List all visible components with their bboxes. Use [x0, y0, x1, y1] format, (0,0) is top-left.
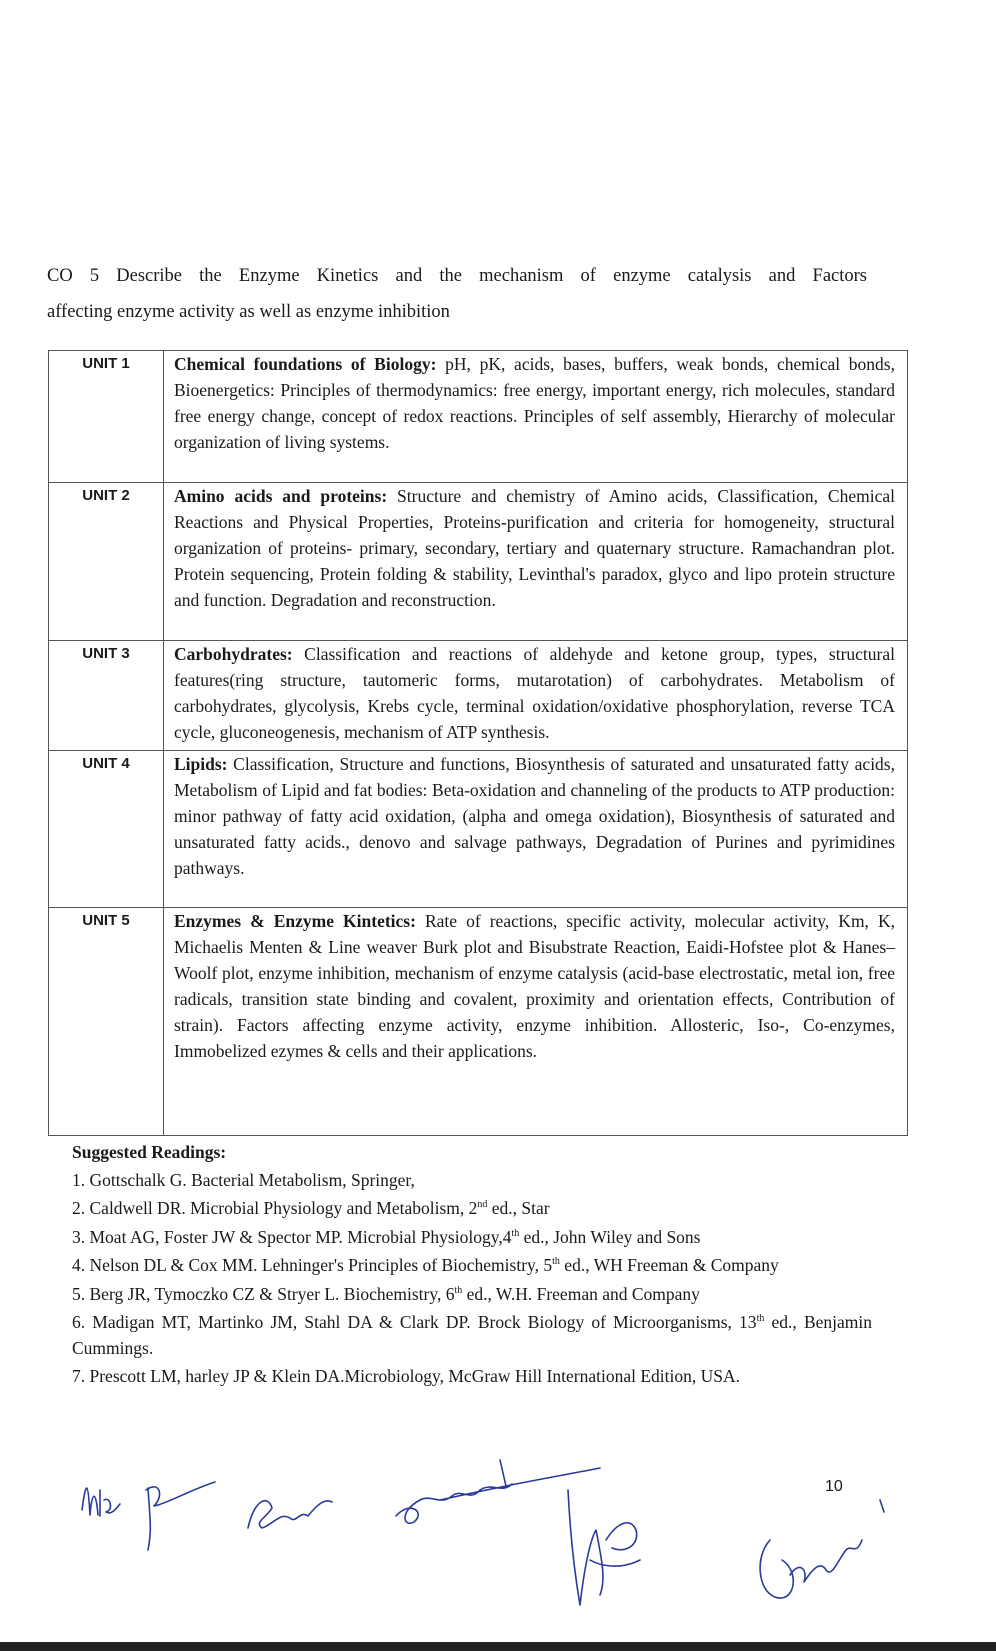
page-number: 10 — [825, 1478, 843, 1495]
unit-description: Classification, Structure and functions, Biosynthesis of saturated and unsaturated fatty acids, Metabolism of Lipid and fat bodies: Beta-oxidation and channeling of the products to ATP production: minor pathway of fatty acid oxidation, (alpha and omega oxidation), Biosynthesis of saturated and unsaturated fatty acids., denovo and salvage pathways, Degradation of Purines and pyrimidines pathways. — [174, 754, 895, 878]
reading-item — [72, 1253, 872, 1279]
unit-content — [164, 351, 908, 483]
reading-item — [72, 1310, 872, 1361]
unit-label: UNIT 3 — [49, 641, 164, 751]
scan-edge — [0, 1642, 996, 1651]
unit-description: Rate of reactions, specific activity, molecular activity, Km, K, Michaelis Menten & Line weaver Burk plot and Bisubstrate Reaction, Eaidi-Hofstee plot & Hanes–Woolf plot, enzyme inhibition, mechanism of enzyme catalysis (acid-base electrostatic, metal ion, free radicals, transition state binding and covalent, proximity and orientation effects, Contribution of strain). Factors affecting enzyme activity, enzyme inhibition. Allosteric, Iso-, Co-enzymes, Immobelized ezymes & cells and their applications. — [174, 911, 895, 1061]
unit-title: Lipids: — [174, 754, 228, 774]
unit-label: UNIT 5 — [49, 908, 164, 1136]
unit-label: UNIT 4 — [49, 751, 164, 908]
unit-content — [164, 483, 908, 641]
reading-text: 2. Caldwell DR. Microbial Physiology and Metabolism, 2 — [72, 1198, 478, 1218]
reading-text-end: ed., Benjamin Cummings. — [72, 1312, 873, 1358]
reading-item — [72, 1225, 872, 1251]
readings-heading: Suggested Readings: — [72, 1142, 227, 1162]
unit-title: Chemical foundations of Biology: — [174, 354, 437, 374]
reading-superscript: nd — [477, 1199, 488, 1211]
reading-text: 7. Prescott LM, harley JP & Klein DA.Microbiology, McGraw Hill International Edition, USA. — [72, 1366, 740, 1386]
unit-description: Classification and reactions of aldehyde and ketone group, types, structural features(ring structure, tautomeric forms, mutarotation) of carbohydrates. Metabolism of carbohydrates, glycolysis, Krebs cycle, terminal oxidation/oxidative phosphorylation, reverse TCA cycle, gluconeogenesis, mechanism of ATP synthesis. — [174, 644, 895, 742]
signature-6 — [760, 1500, 884, 1598]
reading-text: 3. Moat AG, Foster JW & Spector MP. Microbial Physiology,4 — [72, 1226, 512, 1247]
unit-description: pH, pK, acids, bases, buffers, weak bonds, chemical bonds, Bioenergetics: Principles of thermodynamics: free energy, important energy, rich molecules, standard free energy change, concept of redox reactions. Principles of self assembly, Hierarchy of molecular organization of living systems. — [174, 354, 895, 452]
unit-content — [164, 908, 908, 1136]
reading-text: 1. Gottschalk G. Bacterial Metabolism, Springer, — [72, 1169, 415, 1190]
course-outcome-line-1: CO 5 Describe the Enzyme Kinetics and the mechanism of enzyme catalysis and Factors — [47, 266, 867, 286]
reading-superscript: th — [511, 1227, 520, 1239]
units-table — [48, 350, 908, 1136]
reading-text-end: ed., John Wiley and Sons — [519, 1226, 701, 1247]
unit-label: UNIT 2 — [49, 483, 164, 641]
unit-row — [49, 908, 908, 1136]
reading-text-end: ed., WH Freeman & Company — [559, 1255, 779, 1275]
unit-row — [49, 351, 908, 483]
unit-row — [49, 751, 908, 908]
reading-item — [72, 1196, 872, 1222]
signature-3 — [248, 1501, 332, 1528]
reading-text-end: ed., W.H. Freeman and Company — [462, 1283, 700, 1304]
reading-superscript: th — [454, 1284, 463, 1296]
unit-description: Structure and chemistry of Amino acids, Classification, Chemical Reactions and Physical Properties, Proteins-purification and criteria for homogeneity, structural organization of proteins- primary, secondary, tertiary and quaternary structure. Ramachandran plot. Protein sequencing, Protein folding & stability, Levinthal's paradox, glyco and lipo protein structure and function. Degradation and reconstruction. — [174, 486, 895, 610]
reading-text: 6. Madigan MT, Martinko JM, Stahl DA & Clark DP. Brock Biology of Microorganisms, 13 — [72, 1312, 757, 1332]
signature-1 — [82, 1488, 120, 1516]
unit-content — [164, 641, 908, 751]
unit-label: UNIT 1 — [49, 351, 164, 483]
reading-text: 4. Nelson DL & Cox MM. Lehninger's Principles of Biochemistry, 5 — [72, 1255, 553, 1275]
reading-superscript: th — [552, 1256, 560, 1268]
unit-content — [164, 751, 908, 908]
reading-superscript: th — [756, 1313, 765, 1325]
reading-item — [72, 1282, 872, 1308]
unit-title: Amino acids and proteins: — [174, 486, 388, 506]
reading-text: 5. Berg JR, Tymoczko CZ & Stryer L. Biochemistry, 6 — [72, 1283, 455, 1304]
unit-row — [49, 483, 908, 641]
signature-5 — [568, 1490, 640, 1605]
unit-title: Enzymes & Enzyme Kintetics: — [174, 911, 416, 931]
reading-item — [72, 1168, 872, 1194]
suggested-readings — [72, 1140, 872, 1393]
unit-row — [49, 641, 908, 751]
course-outcome-line-2: affecting enzyme activity as well as enzyme inhibition — [47, 302, 450, 322]
unit-title: Carbohydrates: — [174, 644, 293, 664]
signatures — [0, 1420, 996, 1650]
reading-item — [72, 1364, 872, 1390]
course-outcome — [47, 258, 867, 330]
signature-2 — [146, 1482, 215, 1550]
reading-text-end: ed., Star — [487, 1198, 550, 1218]
